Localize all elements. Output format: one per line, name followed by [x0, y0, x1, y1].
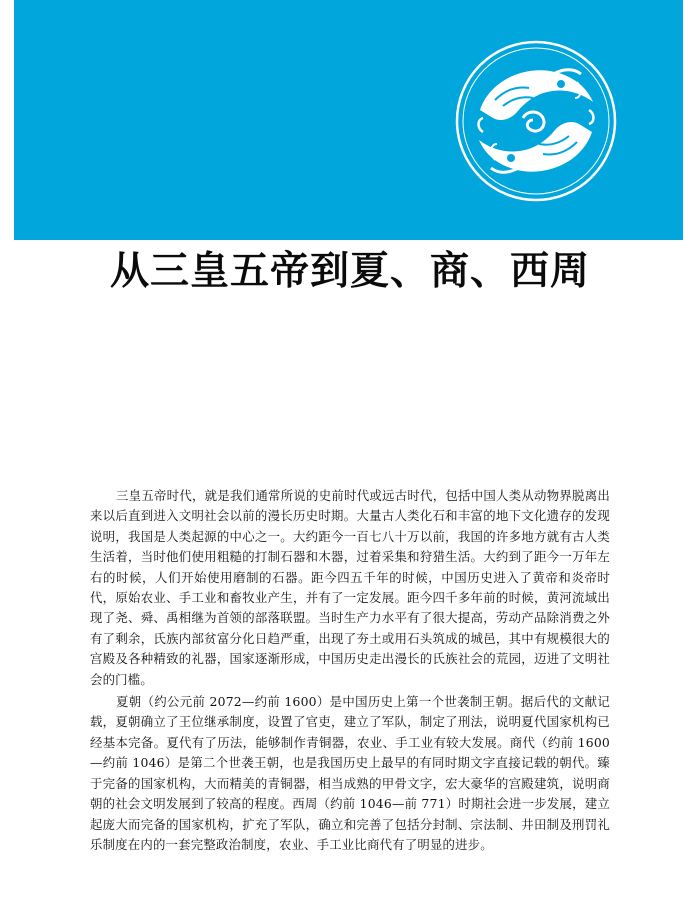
double-phoenix-roundel-icon	[455, 40, 617, 202]
header-banner	[14, 0, 683, 240]
paragraph-xia-shang-zhou: 夏朝（约公元前 2072—约前 1600）是中国历史上第一个世袭制王朝。据后代的文献记载，夏朝确立了王位继承制度，设置了官吏，建立了军队，制定了刑法，说明夏代国家机构已经基本完备。夏代有了历法，能够制作青铜器，农业、手工业有较大发展。商代（约前 1600—约前 1046）是第二个世袭王朝，也是我国历史上最早的有同时期文字直接记载的朝代。臻于完备的国家机构，大而精美的青铜器，相当成熟的甲骨文字，宏大豪华的宫殿建筑，说明商朝的社会文明发展到了较高的程度。西周（约前 1046—前 771）时期社会进一步发展，建立起庞大而完备的国家机构，扩充了军队，确立和完善了包括分封制、宗法制、井田制及刑罚礼乐制度在内的一套完整政治制度，农业、手工业比商代有了明显的进步。	[90, 694, 610, 852]
paragraph-prehistory: 三皇五帝时代，就是我们通常所说的史前时代或远古时代，包括中国人类从动物界脱离出来以后直到进入文明社会以前的漫长历史时期。大量古人类化石和丰富的地下文化遗存的发现说明，我国是人类起源的中心之一。大约距今一百七八十万以前，我国的许多地方就有古人类生活着，当时他们使用粗糙的打制石器和木器，过着采集和狩猎生活。大约到了距今一万年左右的时候，人们开始使用磨制的石器。距今四五千年的时候，中国历史进入了黄帝和炎帝时代，原始农业、手工业和畜牧业产生，并有了一定发展。距今四千多年前的时候，黄河流域出现了尧、舜、禹相继为首领的部落联盟。当时生产力水平有了很大提高，劳动产品除消费之外有了剩余，氏族内部贫富分化日趋严重，出现了夯土或用石头筑成的城邑，其中有规模很大的宫殿及各种精致的礼器，国家逐渐形成，中国历史走出漫长的氏族社会的荒园，迈进了文明社会的门槛。	[90, 488, 610, 687]
body-text	[90, 486, 610, 857]
chapter-title: 从三皇五帝到夏、商、西周	[109, 248, 590, 294]
